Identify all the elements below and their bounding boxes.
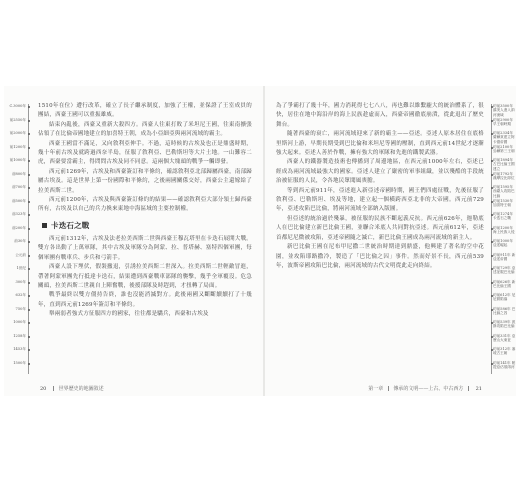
right-page-body [276,102,484,271]
timeline-entry: 約前612年 尼尼微陷落 [493,293,516,302]
timeline-entry: 1258年 [13,334,26,338]
paragraph: 結束內亂後，西臺又重新大殺四方。西臺人往東打敗了米坦尼王國，往東南擴張佔領了在比倫帝國地建立的加喜特王朝，成為小亞細亞與兩河流域的霸主。 [38,121,252,138]
timeline-entry: 約前729年 亞述征服巴比倫 [493,266,516,275]
timeline-entry: 前2550年 [9,118,26,122]
paragraph: 西臺人設下埋伏，假裝撤退，引誘拉美西斯二世深入。拉美西斯二世輕敵冒進，帶著阿蒙軍團先行抵達卡迭石，結果遭到西臺戰車部隊的襲擊，幾乎全軍覆沒。危急關頭，拉美西斯二世親自上陣奮戰，後援部隊及時趕到，才扭轉了局面。 [38,264,252,289]
footer-divider [53,386,54,391]
timeline-entry: 300年 [15,280,26,284]
timeline-entry: 1000年 [13,320,26,324]
running-title: 世界歷史的地圖敘述 [58,386,104,392]
paragraph: 舉兩弱者強式方征服四方的國家，往往都是驕兵，西臺和古埃及 [49,311,209,318]
timeline-entry: C.3000年 [9,104,26,108]
timeline-entry: 約前312年 塞琉古王朝 [493,347,516,356]
paragraph: 1510年在位）遭行改革，確立了長子繼承制度，加強了王權，並保證了王室成員的團結，西臺王國可以重振雄威。 [38,103,252,119]
timeline-entry: 前1200年 [9,145,26,149]
timeline-entry: 約前1200年 海上民族入侵 [493,226,515,235]
book-spread [4,86,516,396]
timeline-entry: 約前141年 帕提亞佔領兩河 [493,361,516,370]
paragraph: 新巴比倫王國在尼布甲尼撒二世統治時期達到鼎盛，他興建了著名的空中花園，並攻陷耶路撒冷，製造了「巴比倫之囚」事件。然而好景不長，西元前539年，波斯帝國攻陷巴比倫，兩河流域的古代文明從此走向終結。 [276,244,484,269]
page-gutter [263,86,265,396]
timeline-entry: 632年 [15,293,26,297]
timeline-entry: 約前1894年 古巴比倫王國建立 [493,158,515,171]
timeline-entry: 前2000年 [9,131,26,135]
footer-divider [388,386,389,391]
section-heading-text: 卡迭石之戰 [51,220,90,230]
paragraph: 但亞述的統治過於殘暴，被征服的民族不斷起義反抗。西元前626年，迦勒底人在巴比倫建立新巴比倫王國，並聯合米底人共同對抗亞述。西元前612年，亞述首都尼尼微被攻陷，亞述帝國隨之滅亡，新巴比倫王國成為兩河流域的新主人。 [276,215,484,241]
timeline-entry: 約前2334年 薩爾貢建立阿卡德帝國 [493,131,515,144]
timeline-entry: 1500年 [13,361,26,365]
left-page-body [38,102,252,320]
timeline-entry: 約前1000年 亞述崛起 [493,239,513,248]
paragraph: 戰爭最終以雙方僵持告終，誰也沒能消滅對方。此後兩國又斷斷續續打了十幾年，直到西元前1269年簽訂和平條約。 [38,292,252,308]
section-heading [42,221,252,231]
timeline-entry: 約前1274年 卡迭石之戰 [493,212,513,221]
timeline-axis [491,104,492,374]
timeline-entry: 約前1792年 漢摩拉比即位 [493,172,515,181]
timeline-entry: 前30年 [14,239,26,243]
timeline-entry: 1453年 [13,347,26,351]
timeline-entry: 前200年 [11,226,26,230]
timeline-entry: 前700年 [11,185,26,189]
timeline-entry: 前500年 [11,199,26,203]
timeline-entry: 約前539年 波斯攻陷巴比倫 [493,320,516,329]
paragraph: 西元前1312年，古埃及法老拉美西斯二世與西臺王穆瓦塔里在卡迭石展開大戰。雙方各出動了上萬軍隊，其中古埃及軍隊分為阿蒙、拉、普塔赫、塞特四個軍團，每個軍團有戰車兵、步兵和弓箭手。 [38,235,252,261]
paragraph: 等到西元前911年，亞述進入新亞述帝國時期，國王們四處征戰，先後征服了敘利亞、巴勒斯坦、埃及等地，建立起一個橫跨西亞北非的大帝國。西元前729年，亞述攻陷巴比倫，將兩河流域全部納入版圖。 [276,187,484,213]
timeline-axis [28,104,29,374]
left-timeline [6,104,32,374]
timeline-entry: 約前331年 亞歷山大東征 [493,334,516,343]
left-page-footer [38,385,104,392]
heading-marker-icon [42,223,47,228]
timeline-entry: 750年 [15,307,26,311]
page-number: 21 [475,386,482,392]
timeline-entry: 約前1530年 加喜特王朝 [493,199,513,208]
right-timeline [488,104,514,374]
timeline-entry: 約前586年 巴比倫之囚 [493,307,516,316]
footer-divider [468,386,469,391]
chapter-title: 傳承的文明——上古、中古西方 [393,386,464,392]
timeline-entry: 前800年 [11,172,26,176]
paragraph: 西元前1200年，古埃及與西臺簽訂條約的結果——確認敘利亞大部分領土歸西臺所有，古埃及以自己的兵力換來東地中海區域的主要控制權。 [38,197,252,213]
paragraph: 為了爭霸打了幾十年，國力消耗得七七八八，再也難以維繫龐大的統治體系了，很快，居住在地中海沿岸的海上民族趁虛而入，西臺帝國徹底崩潰，從此退出了歷史舞台。 [276,103,484,128]
right-page-footer [368,385,484,392]
timeline-entry: 前323年 [11,212,26,216]
timeline-entry: 約前3500年 蘇美人進入兩河流域 [493,104,515,117]
chapter-label: 第一章 [368,386,384,392]
timeline-entry: 1世纪 [16,266,26,270]
paragraph: 西臺人的鐵器製造技術也傳播到了周邊地區，在西元前1000年左右，亞述已經成為兩河流域最強大的國家。亞述人建立了嚴密的軍事組織，並以殘酷的手段統治被征服的人民，令各地民眾聞風喪膽。 [276,159,484,185]
timeline-entry: 公元前 [15,253,26,257]
timeline-entry: 約前911年 新亞述帝國 [493,253,516,262]
paragraph: 隨著西臺的衰亡，兩河流域迎來了新的霸主——亞述。亞述人原本居住在底格里斯河上游，早期長期受到巴比倫和米坦尼等國的壓制，直到西元前14世紀才逐漸強大起來。亞述人善於作戰，擁有強大的軍隊和先進的鐵製武器。 [276,131,484,157]
timeline-entry: 約前1595年 西臺人攻陷巴比倫 [493,185,515,198]
timeline-entry: 前1000年 [9,158,26,162]
paragraph: 西臺王國當不滿足，又向敘利亞伸手。不過，這時候的古埃及也正是鼎盛時期，幾十年前古埃及就跨過西奈半島，征服了敘利亞、巴勒斯坦等大片土地。一山難容二虎，西臺要當霸主，得問問古埃及同不同意。這兩個大塊頭的戰爭一觸即發。 [38,140,252,166]
timeline-entry: 約前626年 新巴比倫王國 [493,280,516,289]
paragraph: 西元前1269年，古埃及和西臺簽訂和平條約，確認敘利亞北部歸屬西臺，南部歸屬古埃及。這是世界上第一份國際和平條約，之後兩國關係交好，西臺公主還嫁給了拉美西斯二世。 [38,168,252,194]
timeline-entry: 約前2100年 烏爾第三王朝 [493,145,515,154]
timeline-entry: 約前2900年 早王朝時期 [493,118,513,127]
page-number: 20 [40,386,47,392]
